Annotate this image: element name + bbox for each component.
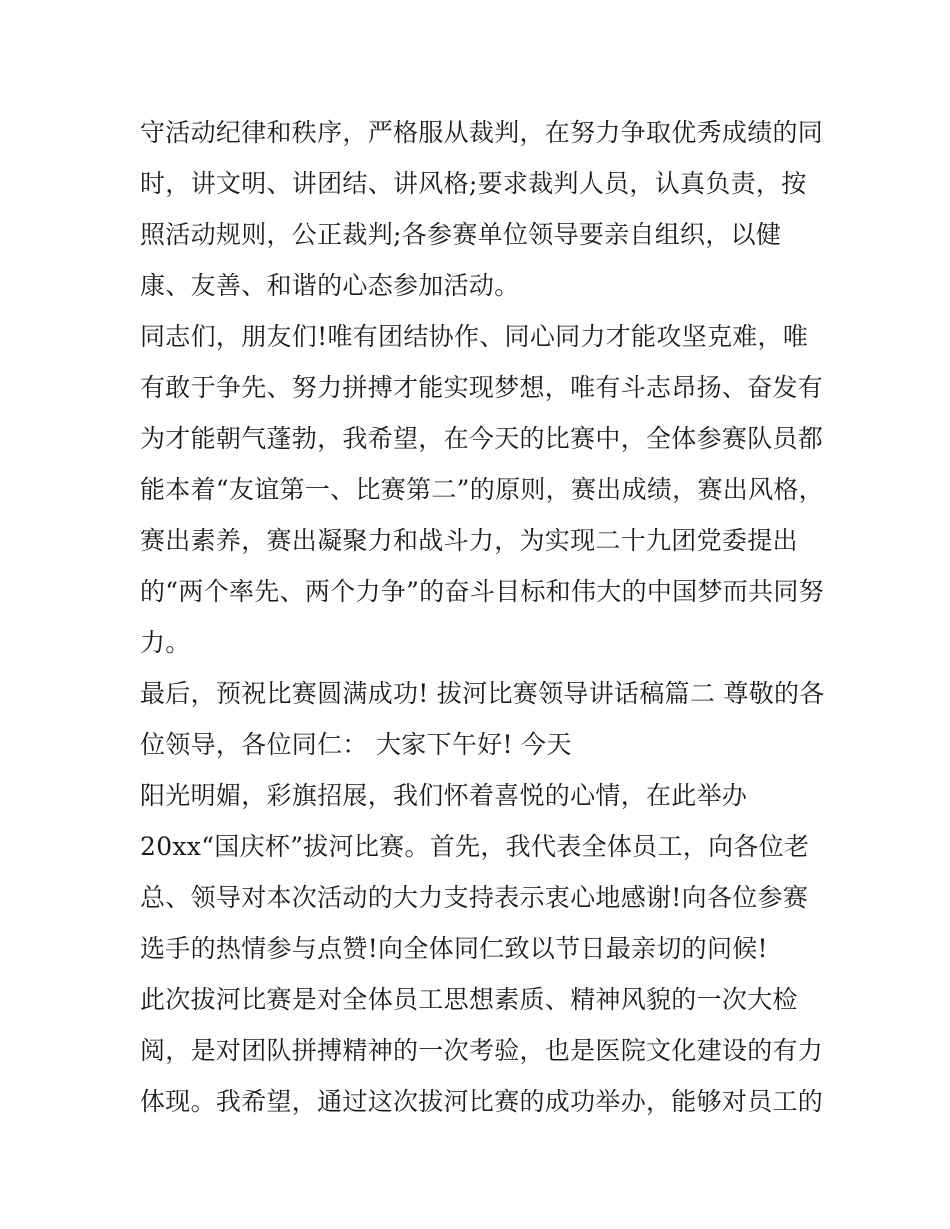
- text-line: 赛出素养，赛出凝聚力和战斗力，为实现二十九团党委提出: [140, 526, 798, 555]
- text-line: 最后，预祝比赛圆满成功! 拔河比赛领导讲话稿篇二 尊敬的各: [140, 679, 825, 708]
- text-line: 位领导，各位同仁： 大家下午好! 今天: [140, 730, 572, 759]
- text-line: 体现。我希望，通过这次拔河比赛的成功举办，能够对员工的: [140, 1087, 824, 1116]
- text-line: 阳光明媚，彩旗招展，我们怀着喜悦的心情，在此举办: [140, 781, 748, 810]
- text-line: 选手的热情参与点赞!向全体同仁致以节日最亲切的问候!: [140, 934, 768, 963]
- text-line: 为才能朝气蓬勃，我希望，在今天的比赛中，全体参赛队员都: [140, 424, 824, 453]
- text-line: 的“两个率先、两个力争”的奋斗目标和伟大的中国梦而共同努: [140, 577, 824, 606]
- text-line: 同志们，朋友们!唯有团结协作、同心同力才能攻坚克难，唯: [140, 322, 809, 351]
- document-body: [140, 107, 825, 1127]
- text-line: 总、领导对本次活动的大力支持表示衷心地感谢!向各位参赛: [140, 883, 809, 912]
- text-line: 守活动纪律和秩序，严格服从裁判，在努力争取优秀成绩的同: [140, 118, 824, 147]
- text-line: 此次拔河比赛是对全体员工思想素质、精神风貌的一次大检: [140, 985, 798, 1014]
- text-line: 有敢于争先、努力拼搏才能实现梦想，唯有斗志昂扬、奋发有: [140, 373, 824, 402]
- text-line: 20xx“国庆杯”拔河比赛。首先，我代表全体员工，向各位老: [140, 832, 810, 861]
- text-line: 力。: [140, 628, 191, 657]
- text-line: 康、友善、和谐的心态参加活动。: [140, 271, 520, 300]
- text-line: 能本着“友谊第一、比赛第二”的原则，赛出成绩，赛出风格，: [140, 475, 824, 504]
- text-line: 阅，是对团队拼搏精神的一次考验，也是医院文化建设的有力: [140, 1036, 824, 1065]
- text-line: 照活动规则，公正裁判;各参赛单位领导要亲自组织，以健: [140, 220, 782, 249]
- text-line: 时，讲文明、讲团结、讲风格;要求裁判人员，认真负责，按: [140, 169, 807, 198]
